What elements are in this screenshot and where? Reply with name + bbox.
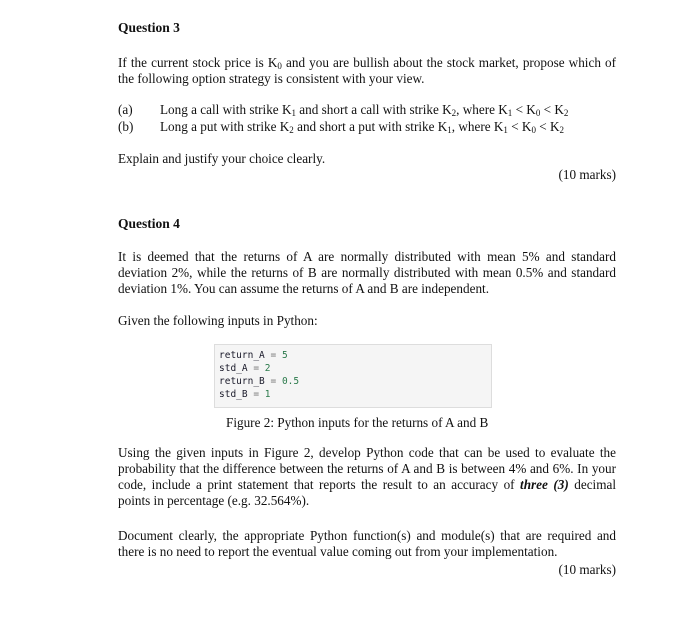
code-line: return_B = 0.5: [219, 376, 300, 387]
question-3-marks: (10 marks): [558, 167, 616, 182]
option-b-label: (b): [118, 119, 134, 134]
python-code-block: [214, 344, 492, 408]
question-4-title: Question 4: [118, 216, 180, 231]
question-3-title: Question 3: [118, 20, 180, 35]
code-line: std_B = 1: [219, 389, 271, 400]
option-b-text: Long a put with strike $K_2$ and short a put with strike $K_1$, where $K_1 < K_0 < K_2$: [160, 119, 565, 135]
question-3-intro: If the current stock price is $K_0$ and you are bullish about the stock market, propose which of the following option strategy is consistent with your view.: [118, 55, 616, 86]
code-line: return_A = 5: [219, 350, 288, 361]
question-4-paragraph-3: Document clearly, the appropriate Python function(s) and module(s) that are required and there is no need to report the eventual value coming out from your implementation.: [118, 528, 616, 559]
code-line: std_A = 2: [219, 363, 271, 374]
question-4-given: Given the following inputs in Python:: [118, 313, 318, 328]
option-a-label: (a): [118, 102, 133, 117]
question-3-explain: Explain and justify your choice clearly.: [118, 151, 326, 166]
question-4-paragraph-1: It is deemed that the returns of A are normally distributed with mean 5% and standard deviation 2%, while the returns of B are normally distributed with mean 0.5% and standard deviation 1%. You can assume the returns of A and B are independent.: [118, 249, 616, 296]
option-a-text: Long a call with strike $K_1$ and short a call with strike $K_2$, where $K_1 < K_0 < K_2$: [160, 102, 569, 118]
question-4-paragraph-2: Using the given inputs in Figure 2, develop Python code that can be used to evaluate the probability that the difference between the returns of A and B is between 4% and 6%. In your code, include a print statement that reports the result to an accuracy of three (3) decimal points in percentage (e.g. 32.564%).: [118, 445, 616, 508]
question-4-marks: (10 marks): [558, 562, 616, 577]
figure-caption: Figure 2: Python inputs for the returns of A and B: [226, 415, 489, 430]
